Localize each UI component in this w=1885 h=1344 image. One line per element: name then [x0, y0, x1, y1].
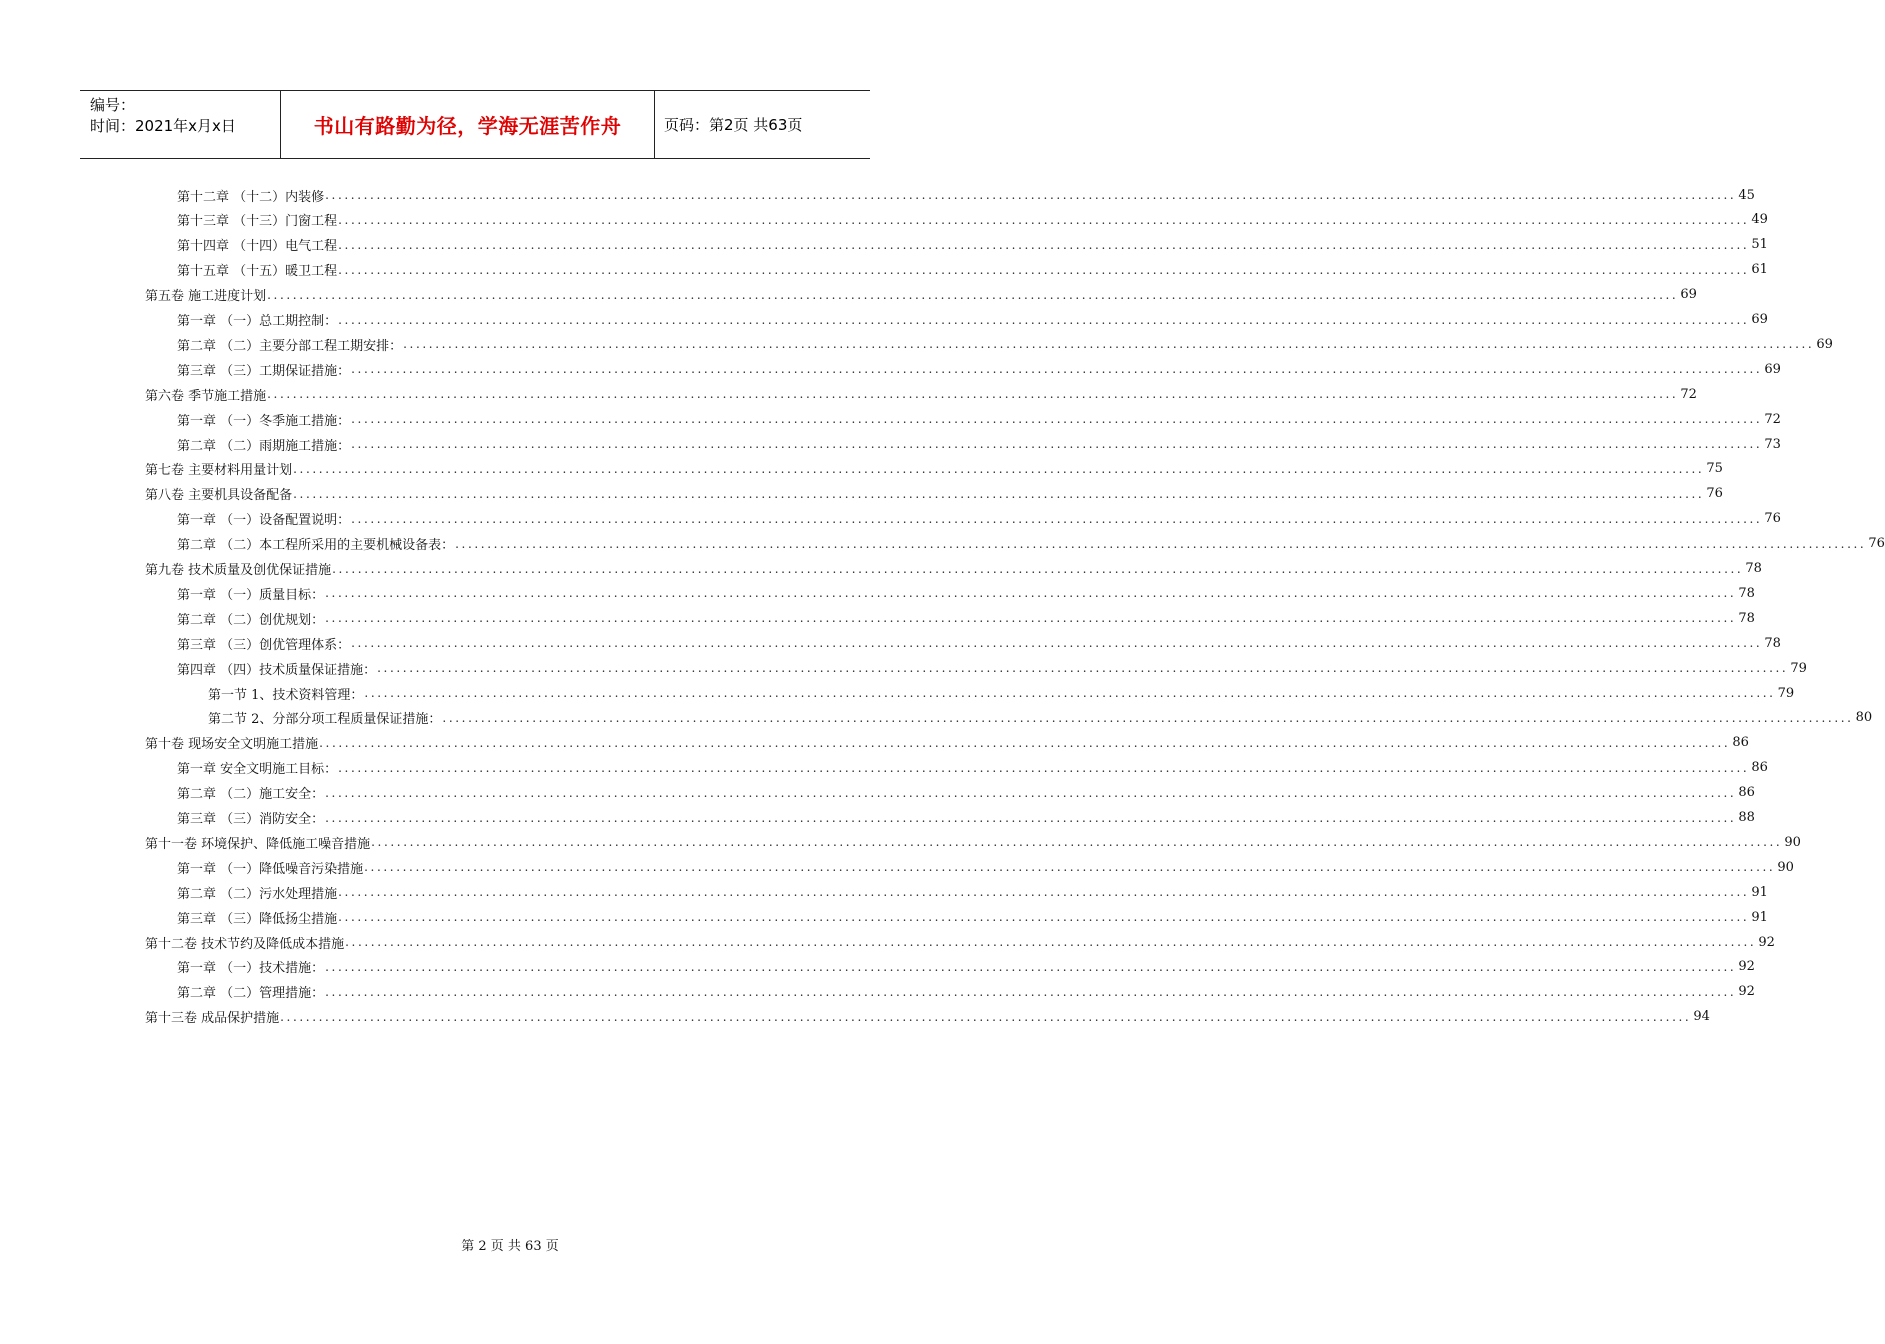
toc-leader-dots: ............................................................................................................................................................................................................................ [319, 735, 1731, 750]
toc-entry-page: 61 [1751, 262, 1768, 278]
toc-entry[interactable] [177, 980, 1755, 1004]
toc-entry-page: 69 [1816, 336, 1833, 352]
toc-entry-page: 69 [1751, 312, 1768, 327]
toc-leader-dots: ............................................................................................................................................................................................................................ [377, 661, 1789, 676]
toc-entry-title: 第十二卷 技术节约及降低成本措施 [145, 936, 345, 952]
toc-entry-title: 第十五章 （十五）暖卫工程 [177, 264, 338, 280]
toc-entry-page: 94 [1693, 1009, 1710, 1025]
toc-entry-title: 第一章 （一）质量目标： [177, 587, 325, 603]
toc-entry[interactable] [177, 308, 1768, 332]
toc-entry[interactable] [177, 357, 1781, 381]
toc-entry[interactable] [145, 830, 1801, 854]
toc-entry-title: 第一章 安全文明施工目标： [177, 762, 338, 778]
toc-entry-page: 76 [1764, 511, 1781, 527]
toc-entry-title: 第九卷 技术质量及创优保证措施 [145, 563, 332, 578]
toc-entry-title: 第二章 （二）创优规划： [177, 612, 325, 628]
toc-entry-page: 90 [1784, 834, 1801, 850]
toc-entry-page: 45 [1738, 187, 1755, 203]
toc-leader-dots: ............................................................................................................................................................................................................................ [364, 686, 1776, 700]
toc-leader-dots: ............................................................................................................................................................................................................................ [325, 586, 1737, 601]
toc-leader-dots: ............................................................................................................................................................................................................................ [325, 984, 1737, 999]
toc-entry[interactable] [145, 731, 1749, 755]
toc-entry-title: 第二节 2、分部分项工程质量保证措施： [208, 712, 442, 728]
toc-entry-title: 第二章 （二）雨期施工措施： [177, 438, 351, 454]
toc-entry-page: 79 [1777, 685, 1795, 701]
toc-entry-page: 92 [1738, 959, 1755, 975]
toc-entry-title: 第三章 （三）工期保证措施： [177, 363, 351, 379]
toc-entry[interactable] [208, 681, 1795, 705]
toc-leader-dots: ............................................................................................................................................................................................................................ [325, 785, 1737, 800]
toc-entry-page: 90 [1777, 859, 1794, 875]
toc-entry-title: 第一章 （一）冬季施工措施： [177, 413, 351, 429]
header-motto: 书山有路勤为径，学海无涯苦作舟 [281, 91, 655, 158]
toc-entry-title: 第三章 （三）降低扬尘措施 [177, 911, 338, 927]
toc-entry-page: 76 [1706, 486, 1723, 502]
toc-leader-dots: ............................................................................................................................................................................................................................ [345, 935, 1757, 949]
toc-entry-page: 69 [1680, 287, 1697, 303]
toc-entry[interactable] [177, 880, 1768, 904]
document-date: 时间：2021年x月x日 [90, 117, 236, 135]
toc-entry[interactable] [177, 631, 1781, 655]
toc-entry[interactable] [177, 855, 1794, 879]
toc-entry-title: 第二章 （二）污水处理措施 [177, 886, 338, 902]
toc-entry-title: 第一章 （一）设备配置说明： [177, 513, 351, 529]
toc-entry-title: 第六卷 季节施工措施 [145, 388, 267, 404]
toc-entry[interactable] [145, 557, 1762, 581]
toc-entry[interactable] [145, 457, 1723, 481]
toc-leader-dots: ............................................................................................................................................................................................................................ [455, 536, 1867, 551]
document-number: 编号： [90, 96, 136, 114]
toc-leader-dots: ............................................................................................................................................................................................................................ [371, 835, 1783, 850]
toc-leader-dots: ............................................................................................................................................................................................................................ [351, 511, 1763, 526]
toc-entry-page: 51 [1751, 237, 1768, 253]
toc-entry-page: 76 [1868, 536, 1885, 552]
toc-entry[interactable] [177, 955, 1755, 979]
toc-entry-title: 第十二章 （十二）内装修 [177, 189, 325, 205]
toc-entry[interactable] [177, 183, 1755, 207]
header-meta [80, 91, 281, 158]
toc-entry-page: 88 [1738, 810, 1755, 825]
toc-entry[interactable] [177, 208, 1768, 232]
toc-leader-dots: ............................................................................................................................................................................................................................ [338, 212, 1750, 227]
toc-leader-dots: ............................................................................................................................................................................................................................ [267, 387, 1679, 402]
toc-leader-dots: ............................................................................................................................................................................................................................ [325, 188, 1737, 202]
toc-leader-dots: ............................................................................................................................................................................................................................ [332, 561, 1744, 576]
page-footer: 第 2 页 共 63 页 [461, 1239, 559, 1254]
toc-leader-dots: ............................................................................................................................................................................................................................ [351, 437, 1763, 451]
toc-entry[interactable] [177, 233, 1768, 257]
toc-entry[interactable] [177, 581, 1755, 605]
toc-leader-dots: ............................................................................................................................................................................................................................ [338, 262, 1750, 277]
toc-entry-title: 第十四章 （十四）电气工程 [177, 239, 338, 255]
toc-leader-dots: ............................................................................................................................................................................................................................ [338, 760, 1750, 775]
toc-entry-page: 72 [1680, 386, 1697, 402]
toc-entry[interactable] [177, 332, 1833, 356]
toc-entry-title: 第一章 （一）总工期控制： [177, 314, 338, 329]
toc-leader-dots: ............................................................................................................................................................................................................................ [351, 636, 1763, 651]
toc-entry-title: 第十三卷 成品保护措施 [145, 1011, 280, 1027]
toc-entry[interactable] [177, 407, 1781, 431]
toc-leader-dots: ............................................................................................................................................................................................................................ [351, 362, 1763, 377]
toc-entry-title: 第五卷 施工进度计划 [145, 289, 267, 305]
toc-entry[interactable] [177, 606, 1755, 630]
toc-entry-page: 92 [1738, 984, 1755, 1000]
toc-leader-dots: ............................................................................................................................................................................................................................ [338, 910, 1750, 925]
toc-entry-page: 75 [1706, 461, 1723, 477]
toc-leader-dots: ............................................................................................................................................................................................................................ [403, 337, 1815, 352]
toc-entry-page: 72 [1764, 411, 1781, 427]
toc-entry[interactable] [177, 432, 1781, 456]
toc-leader-dots: ............................................................................................................................................................................................................................ [338, 312, 1750, 327]
toc-entry-title: 第二章 （二）主要分部工程工期安排： [177, 338, 403, 354]
toc-entry-title: 第十一卷 环境保护、降低施工噪音措施 [145, 836, 371, 852]
toc-entry-page: 79 [1790, 660, 1807, 676]
header-table [80, 90, 870, 159]
toc-leader-dots: ............................................................................................................................................................................................................................ [364, 860, 1776, 875]
toc-entry-title: 第三章 （三）消防安全： [177, 812, 325, 827]
toc-entry-title: 第七卷 主要材料用量计划 [145, 463, 293, 479]
toc-leader-dots: ............................................................................................................................................................................................................................ [325, 611, 1737, 626]
toc-entry-title: 第十三章 （十三）门窗工程 [177, 214, 338, 230]
toc-entry[interactable] [177, 532, 1885, 556]
toc-entry-title: 第三章 （三）创优管理体系： [177, 637, 351, 653]
toc-entry[interactable] [145, 382, 1697, 406]
toc-entry-page: 78 [1764, 635, 1781, 651]
toc-entry[interactable] [145, 283, 1697, 307]
toc-leader-dots: ............................................................................................................................................................................................................................ [325, 810, 1737, 825]
toc-entry[interactable] [177, 258, 1768, 282]
toc-leader-dots: ............................................................................................................................................................................................................................ [338, 885, 1750, 900]
toc-leader-dots: ............................................................................................................................................................................................................................ [325, 959, 1737, 974]
toc-entry-page: 91 [1751, 884, 1768, 900]
toc-entry[interactable] [145, 482, 1723, 506]
toc-leader-dots: ............................................................................................................................................................................................................................ [280, 1009, 1692, 1024]
toc-entry-page: 80 [1855, 710, 1873, 726]
toc-entry-page: 86 [1738, 785, 1755, 801]
toc-entry-page: 86 [1732, 735, 1749, 751]
toc-entry[interactable] [208, 706, 1873, 730]
toc-entry-page: 86 [1751, 760, 1768, 776]
toc-entry-page: 49 [1751, 212, 1768, 228]
toc-entry-title: 第一章 （一）降低噪音污染措施 [177, 861, 364, 877]
toc-leader-dots: ............................................................................................................................................................................................................................ [293, 461, 1705, 476]
toc-leader-dots: ............................................................................................................................................................................................................................ [267, 287, 1679, 302]
toc-leader-dots: ............................................................................................................................................................................................................................ [293, 486, 1705, 501]
toc-entry-title: 第二章 （二）施工安全： [177, 787, 325, 803]
toc-entry[interactable] [145, 930, 1775, 954]
toc-entry-title: 第二章 （二）本工程所采用的主要机械设备表： [177, 538, 455, 554]
toc-entry-page: 92 [1758, 934, 1775, 950]
toc-entry-title: 第一章 （一）技术措施： [177, 961, 325, 977]
toc-entry[interactable] [177, 905, 1768, 929]
toc-entry-page: 73 [1764, 436, 1781, 452]
toc-entry[interactable] [177, 656, 1807, 680]
toc-leader-dots: ............................................................................................................................................................................................................................ [338, 237, 1750, 252]
toc-leader-dots: ............................................................................................................................................................................................................................ [442, 710, 1854, 725]
toc-entry[interactable] [177, 781, 1755, 805]
toc-entry[interactable] [177, 806, 1755, 830]
toc-entry-title: 第八卷 主要机具设备配备 [145, 488, 293, 504]
toc-entry[interactable] [177, 507, 1781, 531]
header-page-number: 页码：第2页 共63页 [664, 116, 803, 134]
toc-entry-title: 第四章 （四）技术质量保证措施： [177, 662, 377, 678]
toc-entry[interactable] [145, 1005, 1710, 1029]
toc-entry-page: 78 [1745, 561, 1762, 576]
toc-entry-page: 78 [1738, 585, 1755, 601]
toc-entry-title: 第一节 1、技术资料管理： [208, 687, 364, 703]
toc-entry-title: 第十卷 现场安全文明施工措施 [145, 737, 319, 753]
toc-entry-page: 91 [1751, 909, 1768, 925]
toc-entry-page: 78 [1738, 610, 1755, 626]
toc-entry[interactable] [177, 756, 1768, 780]
toc-entry-title: 第二章 （二）管理措施： [177, 986, 325, 1002]
toc-leader-dots: ............................................................................................................................................................................................................................ [351, 412, 1763, 427]
toc-entry-page: 69 [1764, 361, 1781, 377]
